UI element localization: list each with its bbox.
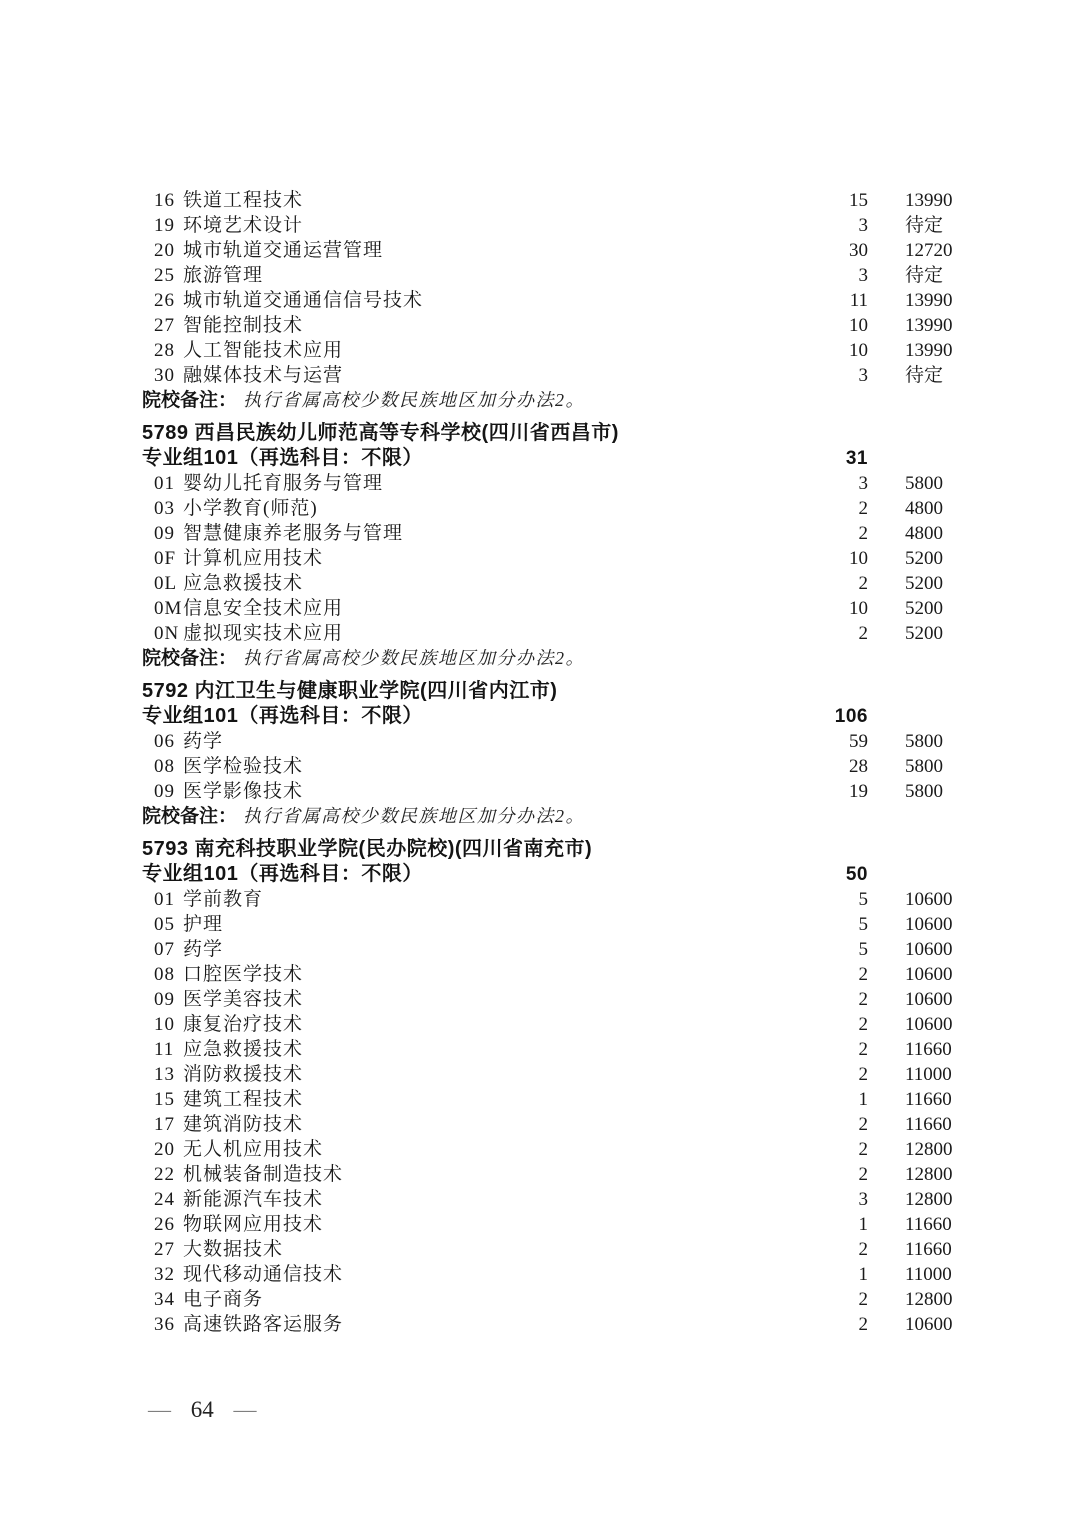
plan-count: 3 bbox=[858, 1189, 868, 1210]
remark-label: 院校备注： bbox=[142, 806, 238, 827]
tuition-fee: 10600 bbox=[905, 1314, 953, 1335]
plan-count: 5 bbox=[858, 889, 868, 910]
major-code: 19 bbox=[154, 215, 175, 236]
major-name: 口腔医学技术 bbox=[183, 964, 304, 985]
major-name: 消防救援技术 bbox=[183, 1064, 304, 1085]
major-name: 无人机应用技术 bbox=[183, 1139, 324, 1160]
tuition-fee: 12800 bbox=[905, 1289, 953, 1310]
school-header-text: 5793 南充科技职业学院(民办院校)(四川省南充市) bbox=[142, 838, 593, 860]
major-name: 铁道工程技术 bbox=[183, 190, 304, 211]
tuition-fee: 12800 bbox=[905, 1164, 953, 1185]
plan-count: 2 bbox=[858, 1014, 868, 1035]
major-row bbox=[0, 1037, 1080, 1062]
major-row bbox=[0, 546, 1080, 571]
major-row bbox=[0, 754, 1080, 779]
major-row bbox=[0, 188, 1080, 213]
major-code: 0F bbox=[154, 548, 177, 569]
plan-count: 5 bbox=[858, 914, 868, 935]
major-name: 旅游管理 bbox=[183, 265, 264, 286]
school-header-text: 5792 内江卫生与健康职业学院(四川省内江市) bbox=[142, 680, 558, 702]
tuition-fee: 11660 bbox=[905, 1214, 952, 1235]
major-row bbox=[0, 987, 1080, 1012]
tuition-fee: 10600 bbox=[905, 889, 953, 910]
remark-text: 执行省属高校少数民族地区加分办法2。 bbox=[243, 390, 586, 410]
major-code: 34 bbox=[154, 1289, 175, 1310]
major-code: 32 bbox=[154, 1264, 175, 1285]
plan-count: 2 bbox=[858, 989, 868, 1010]
plan-count: 10 bbox=[849, 340, 868, 361]
major-code: 01 bbox=[154, 473, 175, 494]
major-row bbox=[0, 1312, 1080, 1337]
remark-label: 院校备注： bbox=[142, 390, 238, 411]
major-row bbox=[0, 912, 1080, 937]
plan-count: 2 bbox=[858, 1064, 868, 1085]
major-code: 09 bbox=[154, 523, 175, 544]
major-row bbox=[0, 1137, 1080, 1162]
tuition-fee: 4800 bbox=[905, 523, 943, 544]
major-code: 20 bbox=[154, 1139, 175, 1160]
tuition-fee: 12800 bbox=[905, 1189, 953, 1210]
major-code: 05 bbox=[154, 914, 175, 935]
major-name: 医学影像技术 bbox=[183, 781, 304, 802]
major-row bbox=[0, 363, 1080, 388]
plan-count: 2 bbox=[858, 1239, 868, 1260]
major-code: 0N bbox=[154, 623, 180, 644]
major-group-header bbox=[0, 704, 1080, 729]
plan-count: 28 bbox=[849, 756, 868, 777]
major-name: 医学美容技术 bbox=[183, 989, 304, 1010]
tuition-fee: 5800 bbox=[905, 756, 943, 777]
plan-count: 15 bbox=[849, 190, 868, 211]
major-name: 信息安全技术应用 bbox=[183, 598, 344, 619]
group-plan-total: 106 bbox=[834, 706, 868, 727]
school-remark bbox=[0, 804, 1080, 829]
major-row bbox=[0, 729, 1080, 754]
major-name: 新能源汽车技术 bbox=[183, 1189, 324, 1210]
major-code: 22 bbox=[154, 1164, 175, 1185]
plan-count: 2 bbox=[858, 498, 868, 519]
major-code: 27 bbox=[154, 1239, 175, 1260]
major-row bbox=[0, 1262, 1080, 1287]
major-name: 电子商务 bbox=[183, 1289, 264, 1310]
major-row bbox=[0, 263, 1080, 288]
plan-count: 3 bbox=[858, 473, 868, 494]
major-name: 药学 bbox=[183, 731, 224, 752]
page-number: 64 bbox=[190, 1397, 214, 1422]
major-row bbox=[0, 779, 1080, 804]
plan-count: 2 bbox=[858, 573, 868, 594]
major-code: 24 bbox=[154, 1189, 175, 1210]
major-row bbox=[0, 937, 1080, 962]
major-name: 大数据技术 bbox=[183, 1239, 284, 1260]
major-row bbox=[0, 1112, 1080, 1137]
plan-count: 2 bbox=[858, 1314, 868, 1335]
plan-count: 11 bbox=[849, 290, 868, 311]
plan-count: 2 bbox=[858, 1114, 868, 1135]
major-code: 07 bbox=[154, 939, 175, 960]
remark-label: 院校备注： bbox=[142, 648, 238, 669]
footer-right-dash: — bbox=[233, 1397, 257, 1422]
major-name: 融媒体技术与运营 bbox=[183, 365, 344, 386]
plan-count: 2 bbox=[858, 1139, 868, 1160]
plan-count: 19 bbox=[849, 781, 868, 802]
major-group-header bbox=[0, 862, 1080, 887]
major-code: 28 bbox=[154, 340, 175, 361]
plan-count: 2 bbox=[858, 1289, 868, 1310]
footer-left-dash: — bbox=[148, 1397, 171, 1422]
school-header bbox=[0, 837, 1080, 862]
tuition-fee: 11660 bbox=[905, 1239, 952, 1260]
tuition-fee: 5200 bbox=[905, 548, 943, 569]
major-row bbox=[0, 521, 1080, 546]
major-name: 学前教育 bbox=[183, 889, 264, 910]
major-row bbox=[0, 1287, 1080, 1312]
major-name: 人工智能技术应用 bbox=[183, 340, 344, 361]
tuition-fee: 5800 bbox=[905, 731, 943, 752]
plan-count: 30 bbox=[849, 240, 868, 261]
group-plan-total: 50 bbox=[845, 864, 868, 885]
major-row bbox=[0, 962, 1080, 987]
remark-text: 执行省属高校少数民族地区加分办法2。 bbox=[243, 806, 586, 826]
plan-count: 2 bbox=[858, 623, 868, 644]
remark-text: 执行省属高校少数民族地区加分办法2。 bbox=[243, 648, 586, 668]
plan-count: 1 bbox=[858, 1089, 868, 1110]
major-code: 25 bbox=[154, 265, 175, 286]
major-row bbox=[0, 571, 1080, 596]
tuition-fee: 10600 bbox=[905, 1014, 953, 1035]
major-code: 0M bbox=[154, 598, 183, 619]
major-group-label: 专业组101（再选科目：不限） bbox=[142, 447, 423, 469]
tuition-fee: 待定 bbox=[905, 365, 944, 386]
major-code: 17 bbox=[154, 1114, 175, 1135]
content bbox=[0, 188, 1080, 1337]
tuition-fee: 11000 bbox=[905, 1064, 952, 1085]
major-name: 高速铁路客运服务 bbox=[183, 1314, 344, 1335]
major-row bbox=[0, 213, 1080, 238]
major-row bbox=[0, 238, 1080, 263]
tuition-fee: 11000 bbox=[905, 1264, 952, 1285]
major-name: 现代移动通信技术 bbox=[183, 1264, 344, 1285]
major-name: 建筑消防技术 bbox=[183, 1114, 304, 1135]
school-header-text: 5789 西昌民族幼儿师范高等专科学校(四川省西昌市) bbox=[142, 422, 619, 444]
major-name: 应急救援技术 bbox=[183, 573, 304, 594]
plan-count: 2 bbox=[858, 964, 868, 985]
major-code: 0L bbox=[154, 573, 178, 594]
major-name: 药学 bbox=[183, 939, 224, 960]
plan-count: 10 bbox=[849, 598, 868, 619]
plan-count: 1 bbox=[858, 1264, 868, 1285]
major-code: 01 bbox=[154, 889, 175, 910]
major-code: 26 bbox=[154, 1214, 175, 1235]
major-code: 11 bbox=[154, 1039, 175, 1060]
tuition-fee: 13990 bbox=[905, 190, 953, 211]
plan-count: 2 bbox=[858, 523, 868, 544]
school-header bbox=[0, 679, 1080, 704]
school-remark bbox=[0, 388, 1080, 413]
major-row bbox=[0, 621, 1080, 646]
plan-count: 2 bbox=[858, 1039, 868, 1060]
tuition-fee: 10600 bbox=[905, 989, 953, 1010]
major-row bbox=[0, 596, 1080, 621]
tuition-fee: 11660 bbox=[905, 1089, 952, 1110]
tuition-fee: 5800 bbox=[905, 473, 943, 494]
tuition-fee: 4800 bbox=[905, 498, 943, 519]
major-name: 智慧健康养老服务与管理 bbox=[183, 523, 404, 544]
major-code: 15 bbox=[154, 1089, 175, 1110]
major-code: 27 bbox=[154, 315, 175, 336]
major-name: 机械装备制造技术 bbox=[183, 1164, 344, 1185]
tuition-fee: 待定 bbox=[905, 265, 944, 286]
major-code: 08 bbox=[154, 964, 175, 985]
major-name: 智能控制技术 bbox=[183, 315, 304, 336]
tuition-fee: 10600 bbox=[905, 964, 953, 985]
school-header bbox=[0, 421, 1080, 446]
tuition-fee: 13990 bbox=[905, 340, 953, 361]
major-name: 物联网应用技术 bbox=[183, 1214, 324, 1235]
major-row bbox=[0, 313, 1080, 338]
school-remark bbox=[0, 646, 1080, 671]
plan-count: 5 bbox=[858, 939, 868, 960]
major-name: 康复治疗技术 bbox=[183, 1014, 304, 1035]
major-code: 08 bbox=[154, 756, 175, 777]
tuition-fee: 5800 bbox=[905, 781, 943, 802]
major-row bbox=[0, 1212, 1080, 1237]
major-code: 16 bbox=[154, 190, 175, 211]
plan-count: 2 bbox=[858, 1164, 868, 1185]
plan-count: 1 bbox=[858, 1214, 868, 1235]
major-code: 09 bbox=[154, 781, 175, 802]
tuition-fee: 12800 bbox=[905, 1139, 953, 1160]
tuition-fee: 12720 bbox=[905, 240, 953, 261]
major-row bbox=[0, 1162, 1080, 1187]
major-name: 城市轨道交通通信信号技术 bbox=[183, 290, 424, 311]
major-code: 03 bbox=[154, 498, 175, 519]
tuition-fee: 10600 bbox=[905, 914, 953, 935]
major-group-header bbox=[0, 446, 1080, 471]
tuition-fee: 5200 bbox=[905, 573, 943, 594]
tuition-fee: 11660 bbox=[905, 1039, 952, 1060]
tuition-fee: 5200 bbox=[905, 623, 943, 644]
plan-count: 3 bbox=[858, 215, 868, 236]
tuition-fee: 5200 bbox=[905, 598, 943, 619]
major-code: 30 bbox=[154, 365, 175, 386]
page-footer bbox=[148, 1397, 257, 1423]
plan-count: 10 bbox=[849, 315, 868, 336]
major-name: 婴幼儿托育服务与管理 bbox=[183, 473, 384, 494]
plan-count: 3 bbox=[858, 265, 868, 286]
major-group-label: 专业组101（再选科目：不限） bbox=[142, 863, 423, 885]
major-row bbox=[0, 496, 1080, 521]
major-name: 环境艺术设计 bbox=[183, 215, 304, 236]
major-row bbox=[0, 1187, 1080, 1212]
major-code: 09 bbox=[154, 989, 175, 1010]
major-row bbox=[0, 338, 1080, 363]
major-name: 计算机应用技术 bbox=[183, 548, 324, 569]
major-name: 小学教育(师范) bbox=[183, 498, 318, 519]
major-name: 虚拟现实技术应用 bbox=[183, 623, 344, 644]
major-name: 护理 bbox=[183, 914, 224, 935]
major-name: 医学检验技术 bbox=[183, 756, 304, 777]
major-code: 06 bbox=[154, 731, 175, 752]
major-code: 20 bbox=[154, 240, 175, 261]
major-row bbox=[0, 1087, 1080, 1112]
plan-count: 59 bbox=[849, 731, 868, 752]
major-name: 建筑工程技术 bbox=[183, 1089, 304, 1110]
major-code: 26 bbox=[154, 290, 175, 311]
plan-count: 10 bbox=[849, 548, 868, 569]
major-name: 城市轨道交通运营管理 bbox=[183, 240, 384, 261]
group-plan-total: 31 bbox=[845, 448, 868, 469]
major-code: 13 bbox=[154, 1064, 175, 1085]
tuition-fee: 13990 bbox=[905, 290, 953, 311]
tuition-fee: 待定 bbox=[905, 215, 944, 236]
plan-count: 3 bbox=[858, 365, 868, 386]
major-code: 10 bbox=[154, 1014, 175, 1035]
major-row bbox=[0, 887, 1080, 912]
major-row bbox=[0, 1237, 1080, 1262]
major-name: 应急救援技术 bbox=[183, 1039, 304, 1060]
major-row bbox=[0, 1012, 1080, 1037]
tuition-fee: 10600 bbox=[905, 939, 953, 960]
major-code: 36 bbox=[154, 1314, 175, 1335]
tuition-fee: 11660 bbox=[905, 1114, 952, 1135]
major-group-label: 专业组101（再选科目：不限） bbox=[142, 705, 423, 727]
major-row bbox=[0, 288, 1080, 313]
tuition-fee: 13990 bbox=[905, 315, 953, 336]
major-row bbox=[0, 1062, 1080, 1087]
major-row bbox=[0, 471, 1080, 496]
